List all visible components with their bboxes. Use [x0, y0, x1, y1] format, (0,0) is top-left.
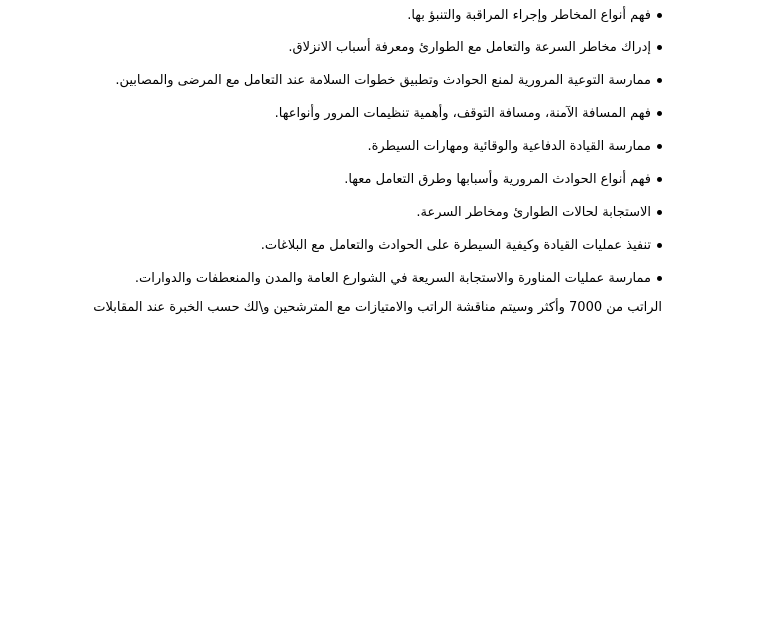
list-item-text: ممارسة عمليات المناورة والاستجابة السريعة في الشوارع العامة والمدن والمنعطفات والدوارات. [134, 271, 651, 286]
list-item [62, 0, 662, 31]
list-item [62, 196, 662, 229]
list-item [62, 31, 662, 64]
list-item-text: تنفيذ عمليات القيادة وكيفية السيطرة على الحوادث والتعامل مع البلاغات. [260, 238, 651, 253]
bullet-icon [657, 276, 662, 281]
bullet-icon [657, 111, 662, 116]
list-item [62, 130, 662, 163]
list-item-text: ممارسة القيادة الدفاعية والوقائية ومهارات السيطرة. [367, 139, 651, 154]
bullet-icon [657, 243, 662, 248]
bullet-icon [657, 177, 662, 182]
responsibilities-list [62, 0, 662, 295]
bullet-icon [657, 210, 662, 215]
list-item [62, 262, 662, 295]
list-item-text: الاستجابة لحالات الطوارئ ومخاطر السرعة. [416, 205, 651, 220]
list-item-text: فهم أنواع الحوادث المرورية وأسبابها وطرق التعامل معها. [344, 172, 651, 187]
bullet-icon [657, 45, 662, 50]
list-item [62, 229, 662, 262]
list-item-text: فهم أنواع المخاطر وإجراء المراقبة والتنبؤ بها. [407, 8, 651, 23]
list-item-text: فهم المسافة الآمنة، ومسافة التوقف، وأهمية تنظيمات المرور وأنواعها. [274, 106, 651, 121]
bullet-icon [657, 78, 662, 83]
list-item [62, 64, 662, 97]
list-item-text: ممارسة التوعية المرورية لمنع الحوادث وتطبيق خطوات السلامة عند التعامل مع المرضى والمصابين. [115, 73, 651, 88]
salary-paragraph: الراتب من 7000 وأكثر وسيتم مناقشة الراتب والامتيازات مع المترشحين و\لك حسب الخبرة عند المقابلات [93, 300, 662, 315]
list-item-text: إدراك مخاطر السرعة والتعامل مع الطوارئ ومعرفة أسباب الانزلاق. [288, 40, 651, 55]
list-item [62, 163, 662, 196]
list-item [62, 97, 662, 130]
bullet-icon [657, 13, 662, 18]
bullet-icon [657, 144, 662, 149]
